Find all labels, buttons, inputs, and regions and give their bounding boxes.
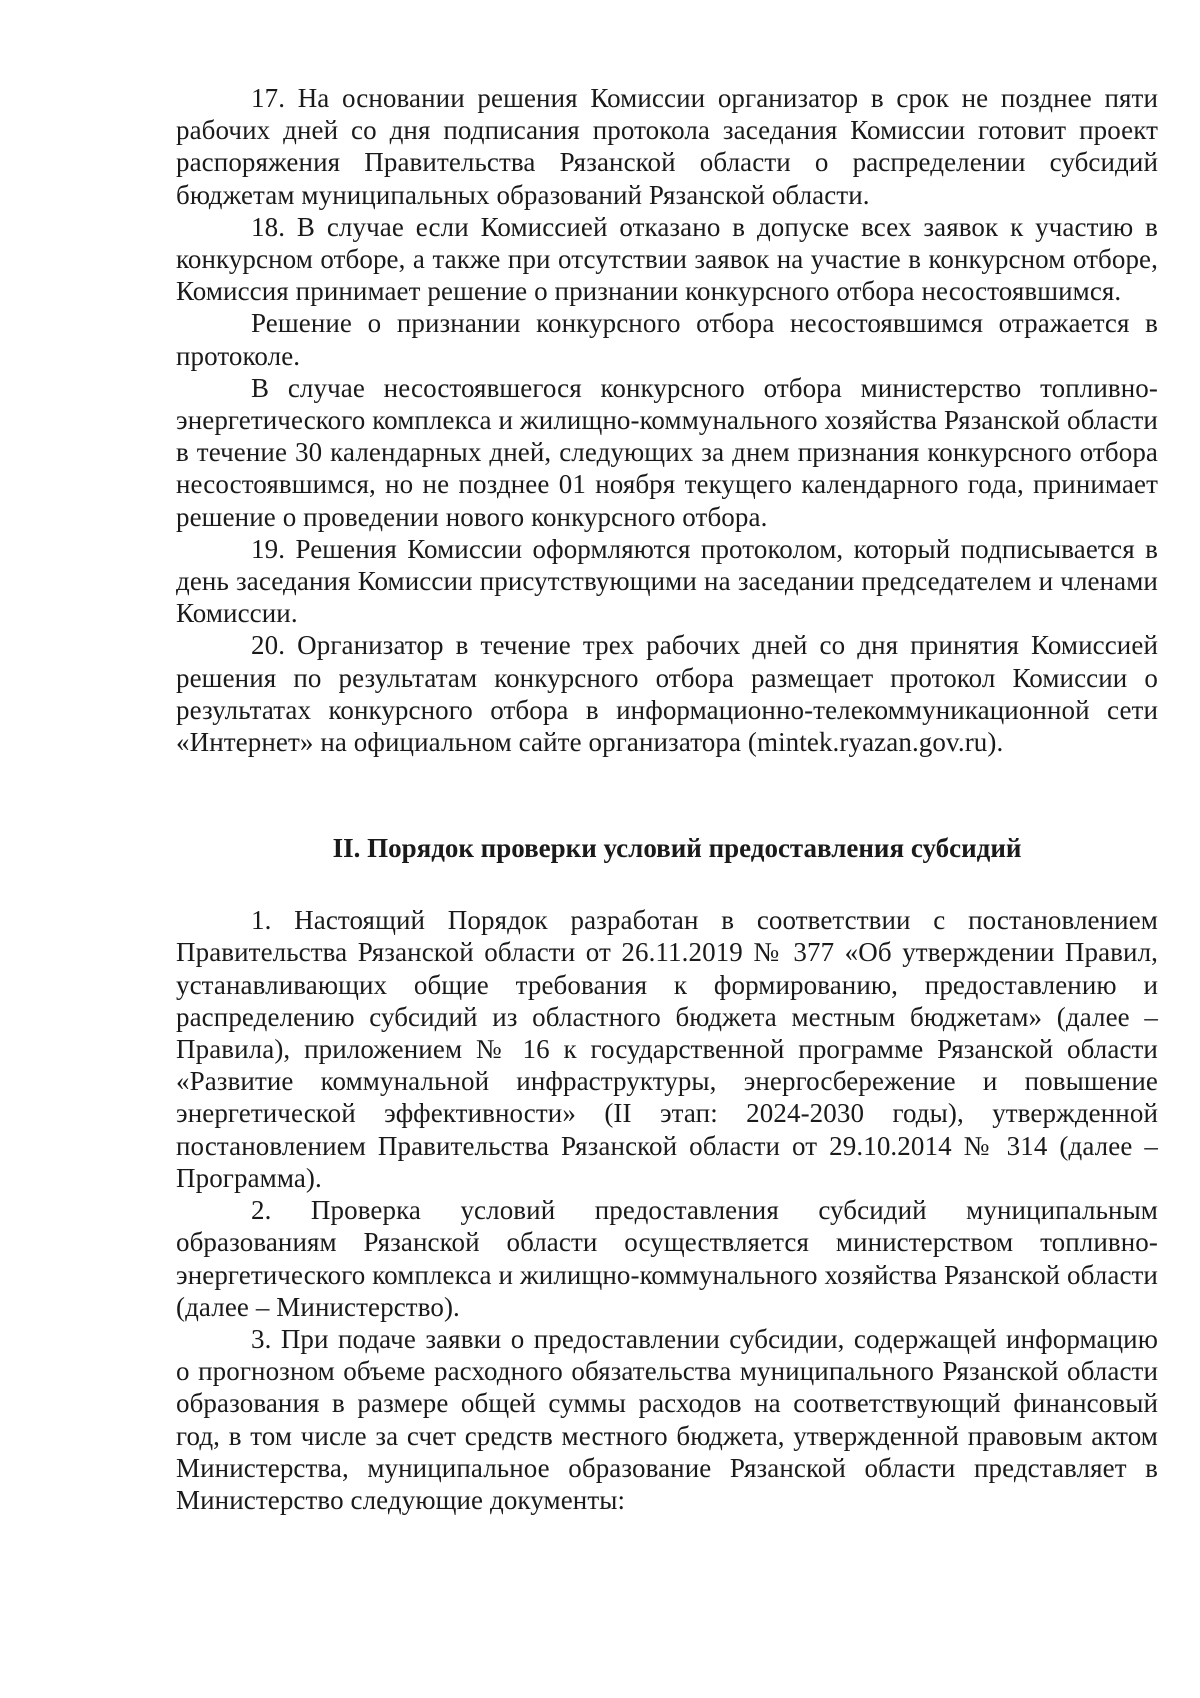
paragraph-18-decision: Решение о признании конкурсного отбора несостоявшимся отражается в протоколе. (176, 308, 1158, 371)
section2-paragraph-3: 3. При подаче заявки о предоставлении субсидии, содержащей информацию о прогнозном объеме расходного обязательства муниципального Рязанской области образования в размере общей суммы расходов на соответствующий финансовый год, в том числе за счет средств местного бюджета, утвержденной правовым актом Министерства, муниципальное образование Рязанской области представляет в Министерство следующие документы: (176, 1323, 1158, 1515)
paragraph-18-failed-selection: В случае несостоявшегося конкурсного отбора министерство топливно-энергетического комплекса и жилищно-коммунального хозяйства Рязанской области в течение 30 календарных дней, следующих за днем признания конкурсного отбора несостоявшимся, но не позднее 01 ноября текущего календарного года, принимает решение о проведении нового конкурсного отбора. (176, 372, 1158, 532)
paragraph-17: 17. На основании решения Комиссии организатор в срок не позднее пяти рабочих дней со дня подписания протокола заседания Комиссии готовит проект распоряжения Правительства Рязанской области о распределении субсидий бюджетам муниципальных образований Рязанской области. (176, 83, 1158, 210)
section-heading: II. Порядок проверки условий предоставления субсидий (332, 833, 1022, 864)
spacer (176, 758, 1158, 832)
spacer (176, 864, 1158, 904)
paragraph-18: 18. В случае если Комиссией отказано в допуске всех заявок к участию в конкурсном отборе, а также при отсутствии заявок на участие в конкурсном отборе, Комиссия принимает решение о признании конкурсного отбора несостоявшимся. (176, 211, 1158, 307)
paragraph-20: 20. Организатор в течение трех рабочих дней со дня принятия Комиссией решения по результатам конкурсного отбора размещает протокол Комиссии о результатах конкурсного отбора в информационно-телекоммуникационной сети «Интернет» на официальном сайте организатора (mintek.ryazan.gov.ru). (176, 630, 1158, 758)
paragraph-19: 19. Решения Комиссии оформляются протоколом, который подписывается в день заседания Комиссии присутствующими на заседании председателем и членами Комиссии. (176, 533, 1158, 629)
document-body (176, 82, 1158, 1516)
section2-paragraph-1: 1. Настоящий Порядок разработан в соответствии с постановлением Правительства Рязанской области от 26.11.2019 № 377 «Об утверждении Правил, устанавливающих общие требования к формированию, предоставлению и распределению субсидий из областного бюджета местным бюджетам» (далее – Правила), приложением № 16 к государственной программе Рязанской области «Развитие коммунальной инфраструктуры, энергосбережение и повышение энергетической эффективности» (II этап: 2024-2030 годы), утвержденной постановлением Правительства Рязанской области от 29.10.2014 № 314 (далее – Программа). (176, 905, 1158, 1193)
section2-paragraph-2: 2. Проверка условий предоставления субсидий муниципальным образованиям Рязанской области осуществляется министерством топливно-энергетического комплекса и жилищно-коммунального хозяйства Рязанской области (далее – Министерство). (176, 1195, 1158, 1322)
